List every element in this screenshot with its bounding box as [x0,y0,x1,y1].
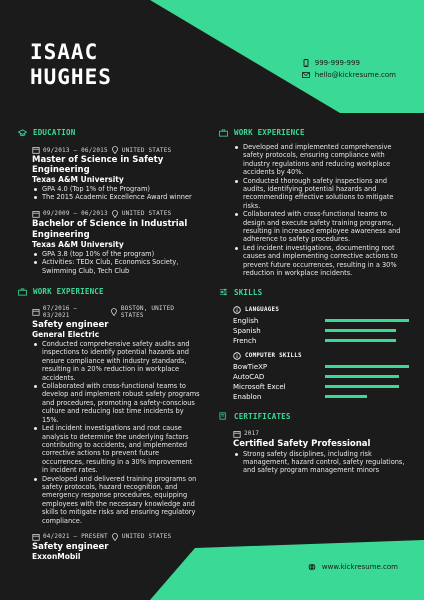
header [30,40,112,90]
work-bullets [233,143,409,278]
work-bullets [32,340,200,525]
skill-bar [325,395,409,398]
skill-name: BowTieXP [233,362,268,371]
skill-bar-fill [325,395,367,398]
work-role: Safety engineer [32,541,109,552]
skill-bar [325,365,409,368]
certificates-title: CERTIFICATES [234,411,291,421]
languages-group [219,306,409,346]
location-pin-icon [111,210,119,218]
work-location: BOSTON, UNITED STATES [120,305,175,320]
education-location: UNITED STATES [121,210,172,218]
skill-bar [325,385,409,388]
list-item: Developed and implemented comprehensive safety protocols, ensuring compliance with industry regulations and reducing workplace accidents by 40%. [233,143,409,177]
right-column [219,128,409,483]
education-degree: Master of Science in Safety Engineering [32,155,164,175]
location-pin-icon [110,308,118,316]
work-experience-heading [18,287,200,296]
work-entry-continued [219,143,409,278]
work-location: UNITED STATES [121,533,172,541]
location-pin-icon [111,146,119,154]
skill-row [233,362,409,372]
list-item: Conducted thorough safety inspections and audits, identifying potential hazards and recommending effective solutions to mitigate risks. [233,177,409,211]
certificate-meta [233,430,409,438]
email-text[interactable]: hello@kickresume.com [314,71,396,79]
skills-title: SKILLS [234,287,263,297]
calendar-icon [233,430,241,438]
list-item: Strong safety disciplines, including risk management, hazard control, safety regulations, and safety program management minors [233,450,409,475]
education-meta [32,146,200,154]
skill-name: Microsoft Excel [233,382,286,391]
skill-row [233,392,409,402]
skills-heading [219,288,409,297]
list-item: Collaborated with cross-functional teams to design and execute safety training programs, resulting in increased employee awareness and adherence to safety procedures. [233,210,409,244]
graduation-cap-icon [18,129,27,137]
education-degree: Bachelor of Science in Industrial [32,218,188,229]
computer-skills-group [219,352,409,402]
skill-bar-fill [325,365,409,368]
skill-name: Enablon [233,392,262,401]
certificate-entry [219,430,409,475]
location-pin-icon [111,533,119,541]
list-item: Conducted comprehensive safety audits and inspections to identify potential hazards and ensure compliance with industry standards, resulting in a 20% reduction in workplace accidents. [32,340,200,382]
education-school: Texas A&M University [32,175,124,184]
skill-bar-fill [325,375,399,378]
list-item: Activities: TEDx Club, Economics Society, Swimming Club, Tech Club [32,258,200,275]
info-icon [233,306,241,314]
website-text[interactable]: www.kickresume.com [321,563,398,571]
certificate-icon [219,412,228,420]
email-row [302,69,396,81]
education-title: EDUCATION [33,128,76,137]
skill-row [233,316,409,326]
languages-title: LANGUAGES [245,306,280,313]
skill-bar-fill [325,385,399,388]
education-bullets [32,250,200,275]
contact-info [302,57,396,81]
list-item: Developed and delivered training programs on safety protocols, hazard recognition, and emergency response procedures, equipping employees with the necessary knowledge and skills to mitigate risks and ensuring regulatory compliance. [32,475,200,525]
education-dates: 09/2009 – 06/2013 [43,210,108,218]
calendar-icon [32,146,40,154]
education-dates: 09/2013 – 06/2015 [43,146,108,154]
skill-bar [325,339,409,342]
last-name: HUGHES [30,65,112,89]
list-item: GPA 4.0 (Top 1% of the Program) [32,185,200,193]
education-school: Texas A&M University [32,239,124,249]
work-experience-title: WORK EXPERIENCE [33,287,104,297]
computer-skills-heading [233,352,409,360]
phone-text[interactable]: 999-999-999 [314,59,360,67]
work-company: General Electric [32,330,100,340]
education-meta [32,210,200,218]
work-role: Safety engineer [32,320,109,331]
calendar-icon [32,210,40,218]
skill-bar [325,319,409,322]
website-link[interactable] [308,563,398,571]
education-entry [18,210,200,275]
computer-skills-title: COMPUTER SKILLS [245,352,302,359]
list-item: Collaborated with cross-functional teams to develop and implement robust safety programs and procedures, promoting a safety-conscious culture and reducing lost time incidents by 15%. [32,382,200,424]
certificate-bullets [233,450,409,475]
briefcase-icon [219,129,228,137]
languages-heading [233,306,409,314]
work-dates: 04/2021 – PRESENT [43,533,108,541]
skill-bar [325,329,409,332]
phone-icon [302,59,310,67]
left-column [18,128,200,569]
education-degree-cont: Engineering [32,229,90,240]
work-experience-heading [219,128,409,137]
skill-row [233,326,409,336]
work-entry [18,305,200,525]
skill-name: English [233,316,259,325]
calendar-icon [32,308,40,316]
sliders-icon [219,288,228,296]
list-item: Led incident investigations and root cause analysis to determine the underlying factors contributing to accidents, and implemented corrective actions to prevent future occurrences, resulting in a 30% improvement in incident rates. [32,424,200,474]
work-meta [32,533,200,541]
skill-bar-fill [325,319,409,322]
certificate-year: 2017 [244,430,260,437]
first-name: ISAAC [30,40,99,64]
skill-row [233,372,409,382]
work-experience-title: WORK EXPERIENCE [234,128,305,137]
skill-name: Spanish [233,326,261,335]
skill-row [233,382,409,392]
briefcase-icon [18,288,27,296]
certificates-heading [219,412,409,421]
skill-bar-fill [325,329,396,332]
education-location: UNITED STATES [121,146,172,154]
work-dates: 07/2016 – 03/2021 [42,305,78,320]
list-item: Led incident investigations, documenting root causes and implementing corrective actions to prevent future occurrences, resulting in a 30% reduction in workplace incidents. [233,244,409,278]
email-icon [302,71,310,79]
skill-name: French [233,336,257,345]
certificate-name: Certified Safety Professional [233,438,371,449]
education-entry [18,146,200,202]
work-entry [18,533,200,561]
work-meta [32,305,200,319]
calendar-icon [32,533,40,541]
globe-icon [308,563,316,571]
skill-name: AutoCAD [233,372,265,381]
education-heading [18,128,200,137]
work-company: ExxonMobil [32,551,81,561]
skill-bar-fill [325,339,396,342]
list-item: GPA 3.8 (top 10% of the program) [32,250,200,258]
info-icon [233,352,241,360]
phone-row [302,57,396,69]
skill-row [233,336,409,346]
education-bullets [32,185,200,202]
list-item: The 2015 Academic Excellence Award winner [32,193,200,201]
skill-bar [325,375,409,378]
